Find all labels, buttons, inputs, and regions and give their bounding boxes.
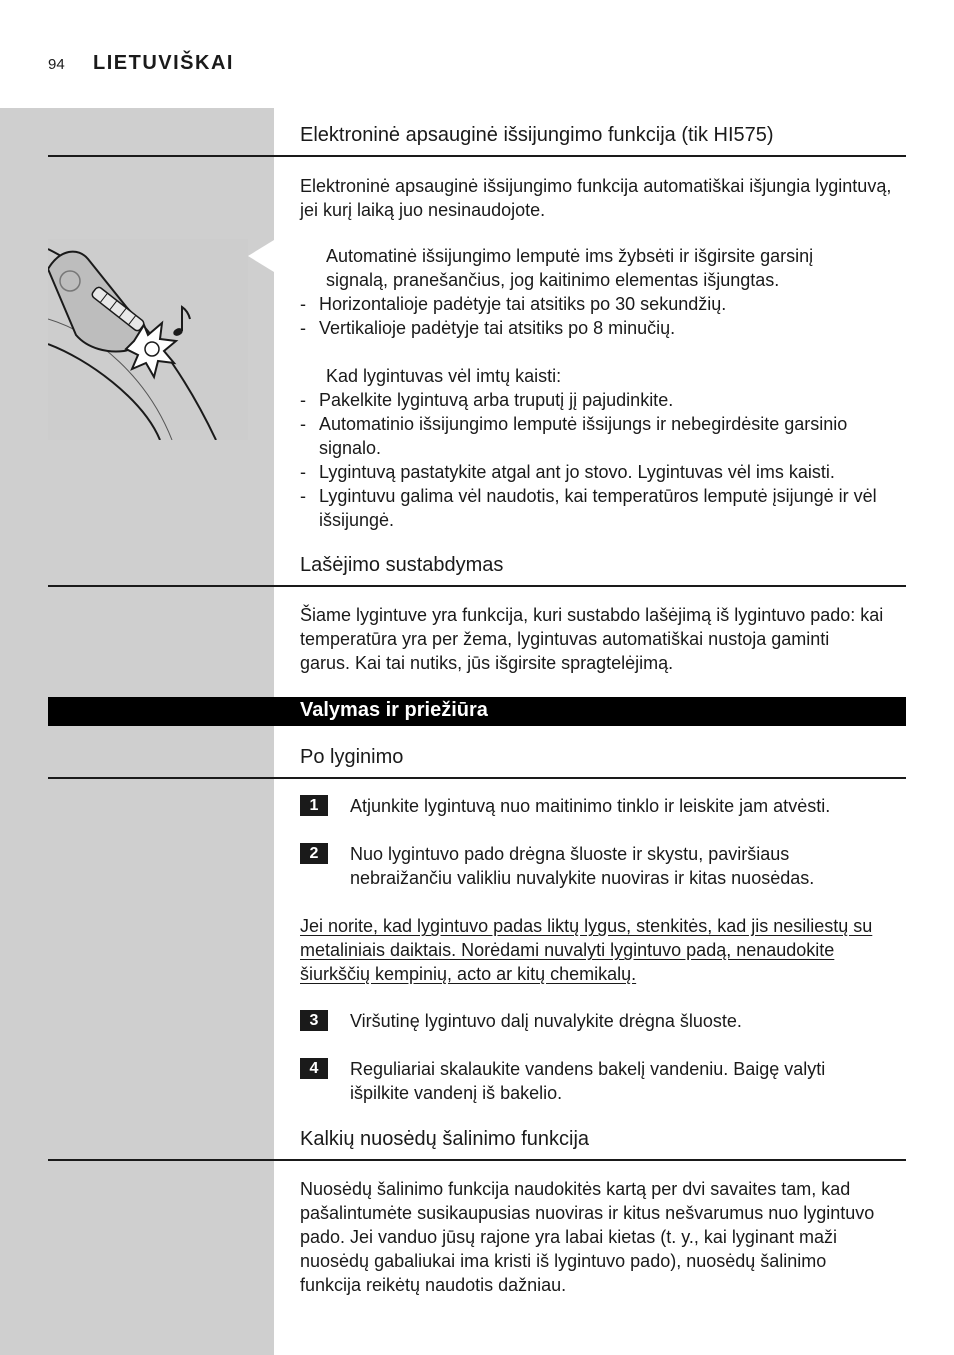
section-rule xyxy=(48,585,906,587)
reheat-note: Kad lygintuvas vėl imtų kaisti: xyxy=(326,366,562,386)
section-title-after-ironing: Po lyginimo xyxy=(300,746,404,768)
list-item: - Lygintuvu galima vėl naudotis, kai temperatūros lemputė įsijungė ir vėl išsijungė. xyxy=(300,486,877,530)
step-number: 3 xyxy=(300,1010,328,1031)
step-1 xyxy=(300,795,830,818)
step-number: 2 xyxy=(300,843,328,864)
page-number: 94 xyxy=(48,56,65,73)
illustration-pointer xyxy=(248,240,274,272)
position-bullet-list xyxy=(300,292,910,340)
list-item: - Automatinio išsijungimo lemputė išsijungs ir nebegirdėsite garsinio signalo. xyxy=(300,414,848,458)
decalc-body: Nuosėdų šalinimo funkcija naudokitės kartą per dvi savaites tam, kad pašalintumėte susikaupusias nuoviras ir kitus nešvarumus nuo lygintuvo pado. Jei vanduo jūsų rajone yra labai kietas (t. y., kai lyginant maži nuosėdų gabaliukai ima kristi iš lygintuvo pado), nuosėdų šalinimo funkcija reikėtų naudotis dažniau. xyxy=(300,1179,875,1295)
iron-shutoff-icon xyxy=(48,239,248,440)
chapter-title-cleaning: Valymas ir priežiūra xyxy=(300,699,488,721)
cleaning-warning: Jei norite, kad lygintuvo padas liktų lygus, stenkitės, kad jis nesiliestų su metaliniais daiktais. Norėdami nuvalyti lygintuvo padą, nenaudokite šiurkščių kempinių, acto ar kitų chemikalų. xyxy=(300,916,873,984)
drip-stop-body: Šiame lygintuve yra funkcija, kuri sustabdo lašėjimą iš lygintuvo pado: kai temperatūra yra per žema, lygintuvas automatiškai nustoja gaminti garus. Kai tai nutiks, jūs išgirsite spragtelėjimą. xyxy=(300,605,884,673)
auto-shutoff-note: Automatinė išsijungimo lemputė ims žybsėti ir išgirsite garsinį signalą, pranešančius, jog kaitinimo elementas išjungtas. xyxy=(326,246,814,290)
section-rule xyxy=(48,1159,906,1161)
section-title-decalc: Kalkių nuosėdų šalinimo funkcija xyxy=(300,1128,590,1150)
reheat-bullet-list xyxy=(300,388,910,532)
auto-shutoff-intro: Elektroninė apsauginė išsijungimo funkcija automatiškai išjungia lygintuvą, jei kurį laiką juo nesinaudojote. xyxy=(300,176,892,220)
step-3 xyxy=(300,1010,742,1033)
step-number: 1 xyxy=(300,795,328,816)
section-rule xyxy=(48,155,906,157)
list-item: - Horizontalioje padėtyje tai atsitiks po 30 sekundžių. xyxy=(300,294,727,314)
step-text: Viršutinę lygintuvo dalį nuvalykite drėgna šluoste. xyxy=(350,1011,742,1031)
section-rule xyxy=(48,777,906,779)
step-number: 4 xyxy=(300,1058,328,1079)
step-text: Atjunkite lygintuvą nuo maitinimo tinklo ir leiskite jam atvėsti. xyxy=(350,796,831,816)
list-item: - Pakelkite lygintuvą arba truputį jį pajudinkite. xyxy=(300,390,674,410)
step-2 xyxy=(300,843,814,890)
list-item: - Lygintuvą pastatykite atgal ant jo stovo. Lygintuvas vėl ims kaisti. xyxy=(300,462,835,482)
section-title-drip-stop: Lašėjimo sustabdymas xyxy=(300,554,504,576)
step-text: Reguliariai skalaukite vandens bakelį vandeniu. Baigę valyti išpilkite vandenį iš bakelio. xyxy=(350,1059,826,1103)
language-heading: LIETUVIŠKAI xyxy=(93,52,234,74)
iron-illustration xyxy=(48,239,248,440)
list-item: - Vertikalioje padėtyje tai atsitiks po 8 minučių. xyxy=(300,318,676,338)
step-4 xyxy=(300,1058,825,1105)
section-title-auto-shutoff: Elektroninė apsauginė išsijungimo funkcija (tik HI575) xyxy=(300,124,774,146)
step-text: Nuo lygintuvo pado drėgna šluoste ir skystu, paviršiaus nebraižančiu valikliu nuvalykite nuoviras ir kitas nuosėdas. xyxy=(350,844,815,888)
